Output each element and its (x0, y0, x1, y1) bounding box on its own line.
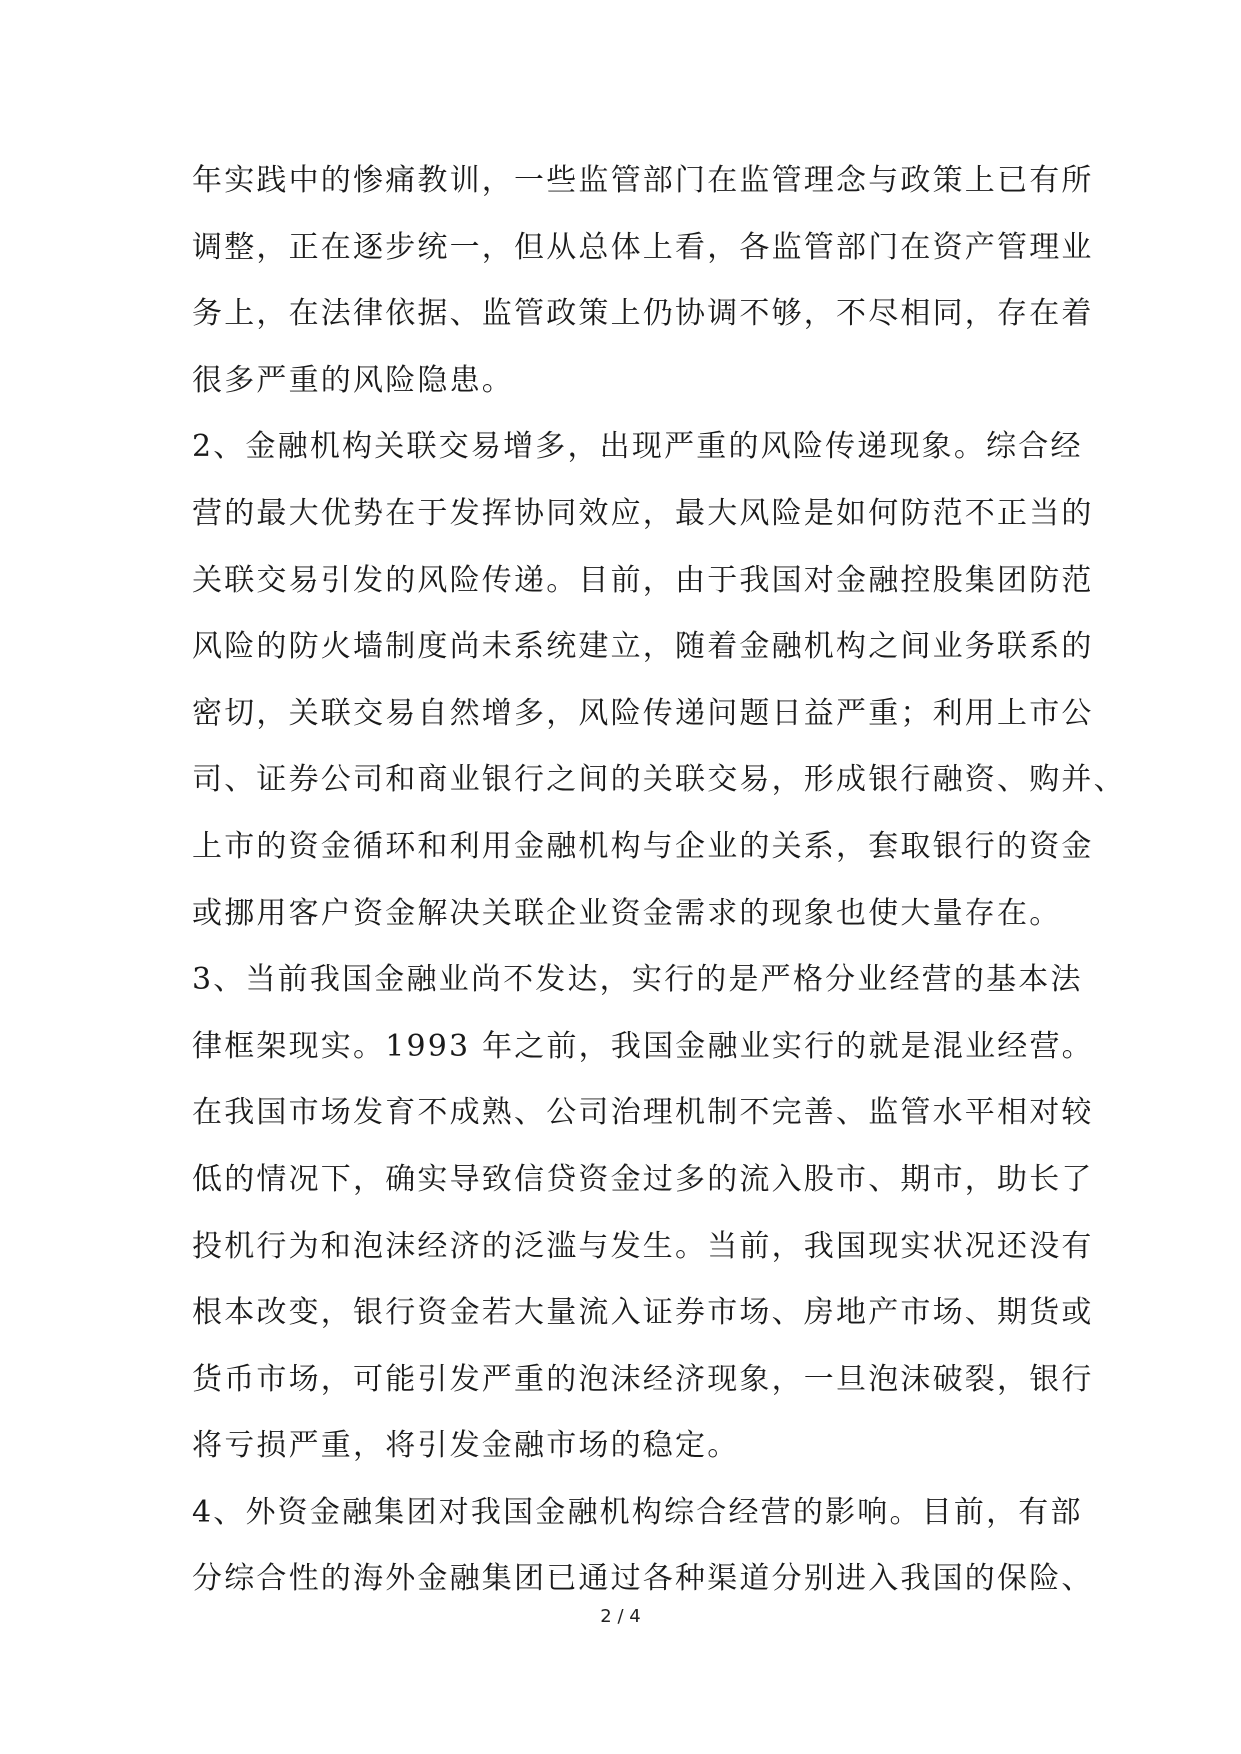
text-line: 或挪用客户资金解决关联企业资金需求的现象也使大量存在。 (192, 895, 1062, 931)
text-line: 分综合性的海外金融集团已通过各种渠道分别进入我国的保险、 (192, 1561, 1094, 1597)
text-line: 上市的资金循环和利用金融机构与企业的关系，套取银行的资金 (192, 828, 1094, 864)
text-line: 很多严重的风险隐患。 (192, 362, 514, 398)
text-line: 投机行为和泡沫经济的泛滥与发生。当前，我国现实状况还没有 (192, 1228, 1094, 1264)
text-line: 风险的防火墙制度尚未系统建立，随着金融机构之间业务联系的 (192, 629, 1094, 665)
paragraph-continuation (192, 148, 1094, 414)
text-line: 务上，在法律依据、监管政策上仍协调不够，不尽相同，存在着 (192, 296, 1094, 332)
text-line: 密切，关联交易自然增多，风险传递问题日益严重；利用上市公 (192, 695, 1094, 731)
text-line: 在我国市场发育不成熟、公司治理机制不完善、监管水平相对较 (192, 1095, 1094, 1131)
text-line: 将亏损严重，将引发金融市场的稳定。 (192, 1428, 740, 1464)
paragraph-item-2 (192, 414, 1126, 947)
paragraph-item-4 (192, 1480, 1094, 1613)
text-line: 3、当前我国金融业尚不发达，实行的是严格分业经营的基本法 (192, 962, 1083, 998)
document-body (192, 148, 1126, 1613)
text-line: 4、外资金融集团对我国金融机构综合经营的影响。目前，有部 (192, 1494, 1083, 1530)
text-line: 司、证券公司和商业银行之间的关联交易，形成银行融资、购并、 (192, 762, 1126, 798)
text-line: 根本改变，银行资金若大量流入证券市场、房地产市场、期货或 (192, 1295, 1094, 1331)
text-line: 低的情况下，确实导致信贷资金过多的流入股市、期市，助长了 (192, 1161, 1094, 1197)
text-line: 关联交易引发的风险传递。目前，由于我国对金融控股集团防范 (192, 562, 1094, 598)
text-line: 律框架现实。1993 年之前，我国金融业实行的就是混业经营。 (192, 1028, 1094, 1064)
text-line: 2、金融机构关联交易增多，出现严重的风险传递现象。综合经 (192, 429, 1083, 465)
text-line: 年实践中的惨痛教训，一些监管部门在监管理念与政策上已有所 (192, 163, 1094, 198)
page-number: 2 / 4 (600, 1606, 641, 1627)
text-line: 营的最大优势在于发挥协同效应，最大风险是如何防范不正当的 (192, 495, 1094, 531)
text-line: 货币市场，可能引发严重的泡沫经济现象，一旦泡沫破裂，银行 (192, 1361, 1094, 1397)
paragraph-item-3 (192, 947, 1094, 1480)
text-line: 调整，正在逐步统一，但从总体上看，各监管部门在资产管理业 (192, 229, 1094, 265)
